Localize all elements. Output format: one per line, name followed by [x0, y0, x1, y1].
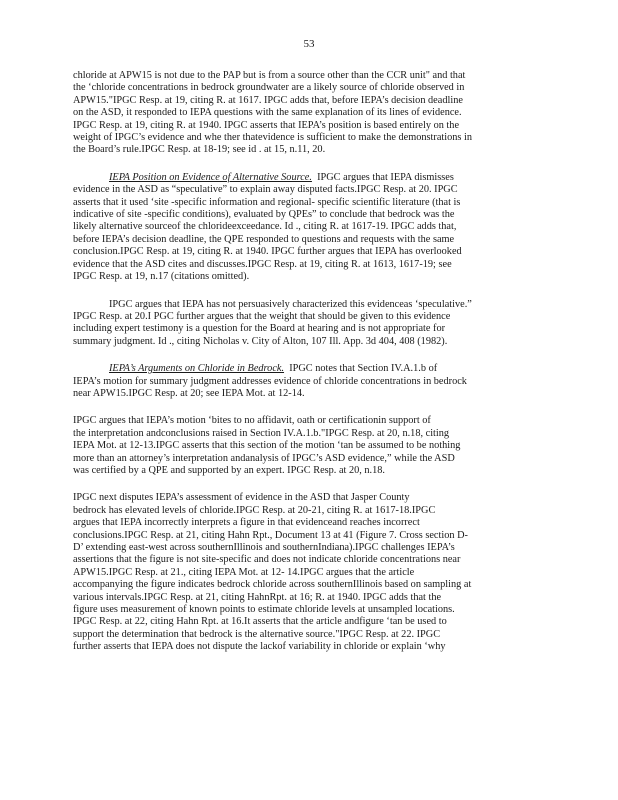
text-line: IPGC Resp. at 20.I PGC further argues that the weight that should be given to this evidence [73, 310, 451, 322]
text-line: including expert testimony is a question for the Board at hearing and is not appropriate for [73, 323, 446, 335]
paragraph-4 [73, 363, 543, 400]
text-line: APW15.IPGC Resp. at 21., citing IEPA Mot. at 12- 14.IPGC argues that the article [73, 566, 415, 578]
page-number: 53 [303, 38, 315, 50]
text-line: indicative of site -specific conditions), evaluated by QPEs” to conclude that bedrock was the [73, 209, 455, 221]
text-line: more than an attorney’s interpretation andanalysis of IPGC’s ASD evidence,” while the ASD [73, 452, 455, 464]
text-line [73, 172, 543, 184]
text-line: on the ASD, it responded to IEPA questions with the same explanation of its lines of evidence. [73, 107, 462, 119]
text-line: likely alternative sourceof the chlorideexceedance. Id ., citing R. at 1617-19. IPGC adds that, [73, 221, 457, 233]
text-line: IPGC Resp. at 19, citing R. at 1940. IPGC asserts that IEPA’s position is based entirely on the [73, 119, 460, 131]
text-line: summary judgment. Id ., citing Nicholas v. City of Alton, 107 Ill. App. 3d 404, 408 (1982). [73, 335, 448, 347]
paragraph-1 [73, 70, 543, 157]
text-line: before IEPA’s decision deadline, the QPE responded to questions and requests with the same [73, 233, 455, 245]
paragraph-2 [73, 172, 543, 284]
text-line: D’ extending east-west across southernIllinois and southernIndiana).IPGC challenges IEPA’s [73, 542, 455, 553]
text-line: argues that IEPA incorrectly interprets a figure in that evidenceand reaches incorrect [73, 517, 420, 529]
text-line: IPGC argues that IEPA’s motion ‘bites to no affidavit, oath or certificationin support of [73, 415, 431, 427]
document-body [73, 70, 543, 669]
text-line: further asserts that IEPA does not dispute the lackof variability in chloride or explain ‘why [73, 641, 446, 653]
text-line: the interpretation andconclusions raised in Section IV.A.1.b."IPGC Resp. at 20, n.18, citing [73, 427, 450, 439]
text-line: evidence that the ASD cites and discusses.IPGC Resp. at 19, citing R. at 1613, 1617-19; see [73, 258, 452, 270]
text-line: APW15."IPGC Resp. at 19, citing R. at 1617. IPGC adds that, before IEPA’s decision deadline [73, 94, 463, 106]
text-line: IPGC next disputes IEPA’s assessment of evidence in the ASD that Jasper County [73, 492, 410, 504]
text-line: chloride at APW15 is not due to the PAP but is from a source other than the CCR unit" and that [73, 70, 466, 81]
paragraph-3 [73, 299, 543, 349]
paragraph-6 [73, 492, 543, 653]
text-line: support the determination that bedrock is the alternative source."IPGC Resp. at 22. IPGC [73, 628, 441, 640]
text-line: IEPA Mot. at 12-13.IPGC asserts that this section of the motion ‘tan be assumed to be nothing [73, 440, 461, 452]
text-line: IPGC Resp. at 19, n.17 (citations omitted). [73, 271, 250, 283]
text-line: bedrock has elevated levels of chloride.IPGC Resp. at 20-21, citing R. at 1617-18.IPGC [73, 504, 436, 516]
paragraph-5 [73, 415, 543, 477]
text-line: conclusions.IPGC Resp. at 21, citing Hahn Rpt., Document 13 at 41 (Figure 7. Cross section D- [73, 529, 468, 541]
text-line: was certified by a QPE and supported by an expert. IPGC Resp. at 20, n.18. [73, 464, 385, 476]
text-line: the ‘chloride concentrations in bedrock groundwater are a likely source of chloride observed in [73, 82, 465, 94]
text-line: near APW15.IPGC Resp. at 20; see IEPA Mot. at 12-14. [73, 387, 305, 399]
text-line: the Board’s rule.IPGC Resp. at 18-19; see id . at 15, n.11, 20. [73, 144, 326, 156]
text-line [73, 363, 543, 375]
text-line: various intervals.IPGC Resp. at 21, citing HahnRpt. at 16; R. at 1940. IPGC adds that the [73, 591, 442, 603]
text-line: IEPA’s motion for summary judgment addresses evidence of chloride concentrations in bedrock [73, 375, 467, 387]
text-line: accompanying the figure indicates bedrock chloride across southernIllinois based on sampling at [73, 579, 472, 591]
text-line: asserts that it used ‘site -specific information and regional- specific scientific literature (that is [73, 196, 461, 208]
text-run: IPGC argues that IEPA dismisses [317, 171, 454, 183]
text-line: assertions that the figure is not site-specific and does not indicate chloride concentrations near [73, 554, 461, 566]
text-line: IPGC Resp. at 22, citing Hahn Rpt. at 16.It asserts that the article andfigure ‘tan be used to [73, 616, 447, 628]
text-line: weight of IPGC’s evidence and whe ther thatevidence is sufficient to make the demonstrations in [73, 132, 472, 144]
section-heading-chloride-bedrock: IEPA’s Arguments on Chloride in Bedrock. [109, 363, 285, 375]
text-run: IPGC notes that Section IV.A.1.b of [289, 363, 438, 375]
text-line: IPGC argues that IEPA has not persuasively characterized this evidenceas ‘speculative.” [109, 298, 472, 310]
text-line: conclusion.IPGC Resp. at 19, citing R. at 1940. IPGC further argues that IEPA has overlooked [73, 246, 462, 258]
text-line: evidence in the ASD as “speculative” to explain away disputed facts.IPGC Resp. at 20. IPGC [73, 184, 458, 196]
text-line: figure uses measurement of known points to estimate chloride levels at unsampled locations. [73, 604, 455, 616]
section-heading-alternative-source: IEPA Position on Evidence of Alternative Source. [109, 171, 312, 183]
